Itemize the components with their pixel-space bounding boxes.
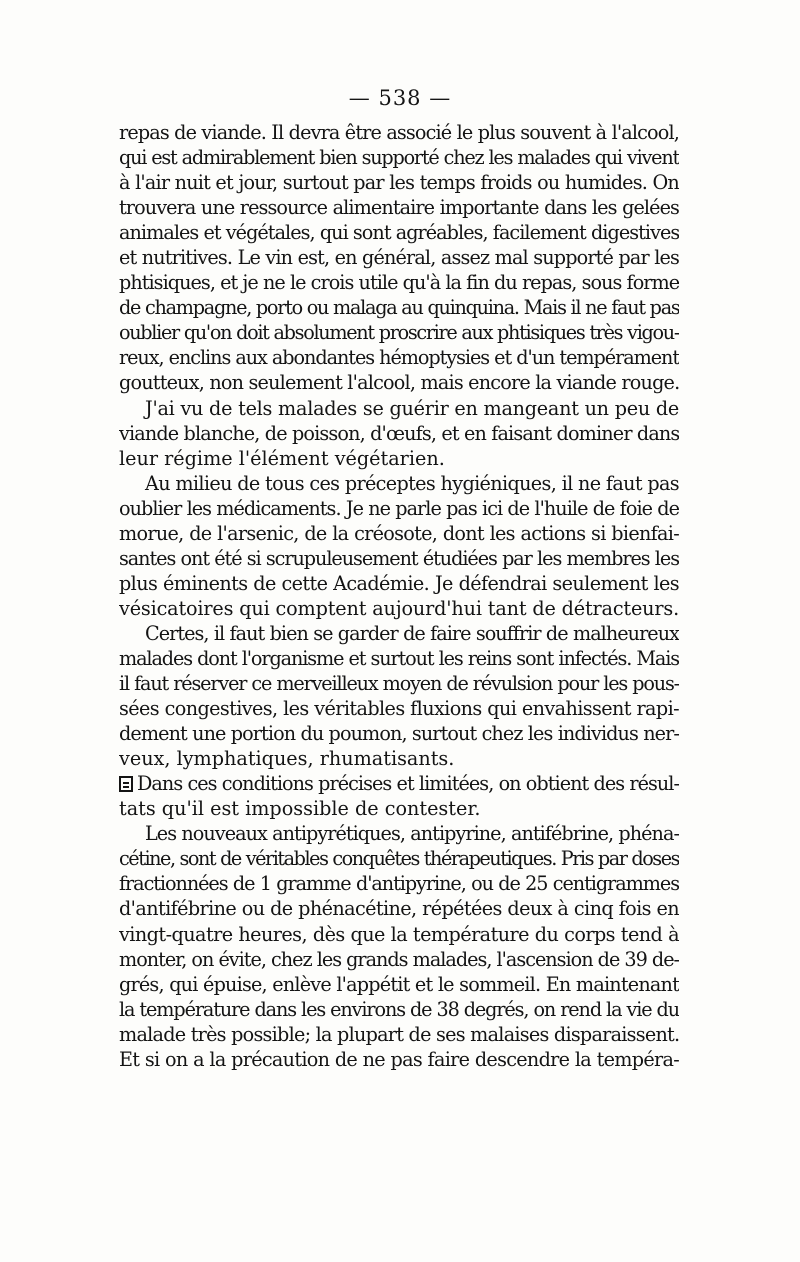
paragraph-mark-icon (119, 776, 133, 792)
text-line: sées congestives, les véritables fluxions qui envahissent rapi- (119, 697, 679, 721)
text-line: vingt-quatre heures, dès que la température du corps tend à (119, 922, 679, 946)
text-line: vésicatoires qui comptent aujourd'hui tant de détracteurs. (119, 596, 679, 620)
text-line: reux, enclins aux abondantes hémoptysies et d'un tempérament (119, 346, 679, 370)
text-line: viande blanche, de poisson, d'œufs, et en faisant dominer dans (119, 421, 679, 445)
paragraph-4 (119, 621, 679, 771)
text-line: santes ont été si scrupuleusement étudiées par les membres les (119, 546, 679, 570)
text-line: la température dans les environs de 38 degrés, on rend la vie du (119, 997, 679, 1021)
text-line: oublier les médicaments. Je ne parle pas ici de l'huile de foie de (119, 496, 679, 520)
text-line: et nutritives. Le vin est, en général, assez mal supporté par les (119, 246, 679, 270)
page-number: — 538 — (348, 86, 452, 110)
text-line: phtisiques, et je ne le crois utile qu'à la fin du repas, sous forme (119, 271, 679, 295)
text-line: grés, qui épuise, enlève l'appétit et le sommeil. En maintenant (119, 972, 679, 996)
text-line: trouvera une ressource alimentaire importante dans les gelées (119, 196, 679, 220)
text-line (119, 471, 679, 496)
text-line: monter, on évite, chez les grands malades, l'ascension de 39 de- (119, 947, 679, 971)
text-line (119, 821, 679, 846)
text-line: goutteux, non seulement l'alcool, mais encore la viande rouge. (119, 371, 679, 395)
text-line: oublier qu'on doit absolument proscrire aux phtisiques très vigou- (119, 321, 679, 345)
text-line: à l'air nuit et jour, surtout par les temps froids ou humides. On (119, 171, 679, 195)
text-line: morue, de l'arsenic, de la créosote, dont les actions si bienfai- (119, 521, 679, 545)
text-line: qui est admirablement bien supporté chez les malades qui vivent (119, 146, 679, 170)
text-line: leur régime l'élément végétarien. (119, 446, 445, 470)
paragraph-2 (119, 396, 679, 471)
text-line: cétine, sont de véritables conquêtes thérapeutiques. Pris par doses (119, 847, 679, 871)
text-line (119, 621, 679, 646)
text-line: fractionnées de 1 gramme d'antipyrine, ou de 25 centigrammes (119, 872, 679, 896)
paragraph-1 (119, 120, 679, 396)
text-line: il faut réserver ce merveilleux moyen de révulsion pour les pous- (119, 672, 679, 696)
body-text (119, 120, 679, 1072)
text-line: d'antifébrine ou de phénacétine, répétées deux à cinq fois en (119, 897, 679, 921)
text-line-content: Les nouveaux antipyrétiques, antipyrine, antifébrine, phéna- (145, 822, 679, 846)
text-line: plus éminents de cette Académie. Je défendrai seulement les (119, 571, 679, 595)
text-line: dement une portion du poumon, surtout chez les individus ner- (119, 722, 679, 746)
text-line: veux, lymphatiques, rhumatisants. (119, 747, 455, 771)
text-line: repas de viande. Il devra être associé le plus souvent à l'alcool, (119, 121, 679, 144)
text-line-content: J'ai vu de tels malades se guérir en mangeant un peu de (145, 396, 679, 420)
text-line: malades dont l'organisme et surtout les reins sont infectés. Mais (119, 646, 679, 670)
paragraph-6 (119, 821, 679, 1071)
text-line: tats qu'il est impossible de contester. (119, 797, 481, 821)
text-line: animales et végétales, qui sont agréables, facilement digestives (119, 221, 679, 245)
text-line-content: Certes, il faut bien se garder de faire souffrir de malheureux (145, 621, 679, 645)
text-line: Et si on a la précaution de ne pas faire descendre la tempéra- (119, 1047, 679, 1071)
paragraph-3 (119, 471, 679, 621)
text-line-content: Au milieu de tous ces préceptes hygiéniques, il ne faut pas (145, 471, 679, 495)
text-line (119, 771, 679, 796)
text-line: de champagne, porto ou malaga au quinquina. Mais il ne faut pas (119, 296, 679, 320)
text-line-content: Dans ces conditions précises et limitées, on obtient des résul- (137, 772, 679, 796)
text-line (119, 396, 679, 421)
text-line: malade très possible; la plupart de ses malaises disparaissent. (119, 1022, 679, 1046)
paragraph-5 (119, 771, 679, 821)
